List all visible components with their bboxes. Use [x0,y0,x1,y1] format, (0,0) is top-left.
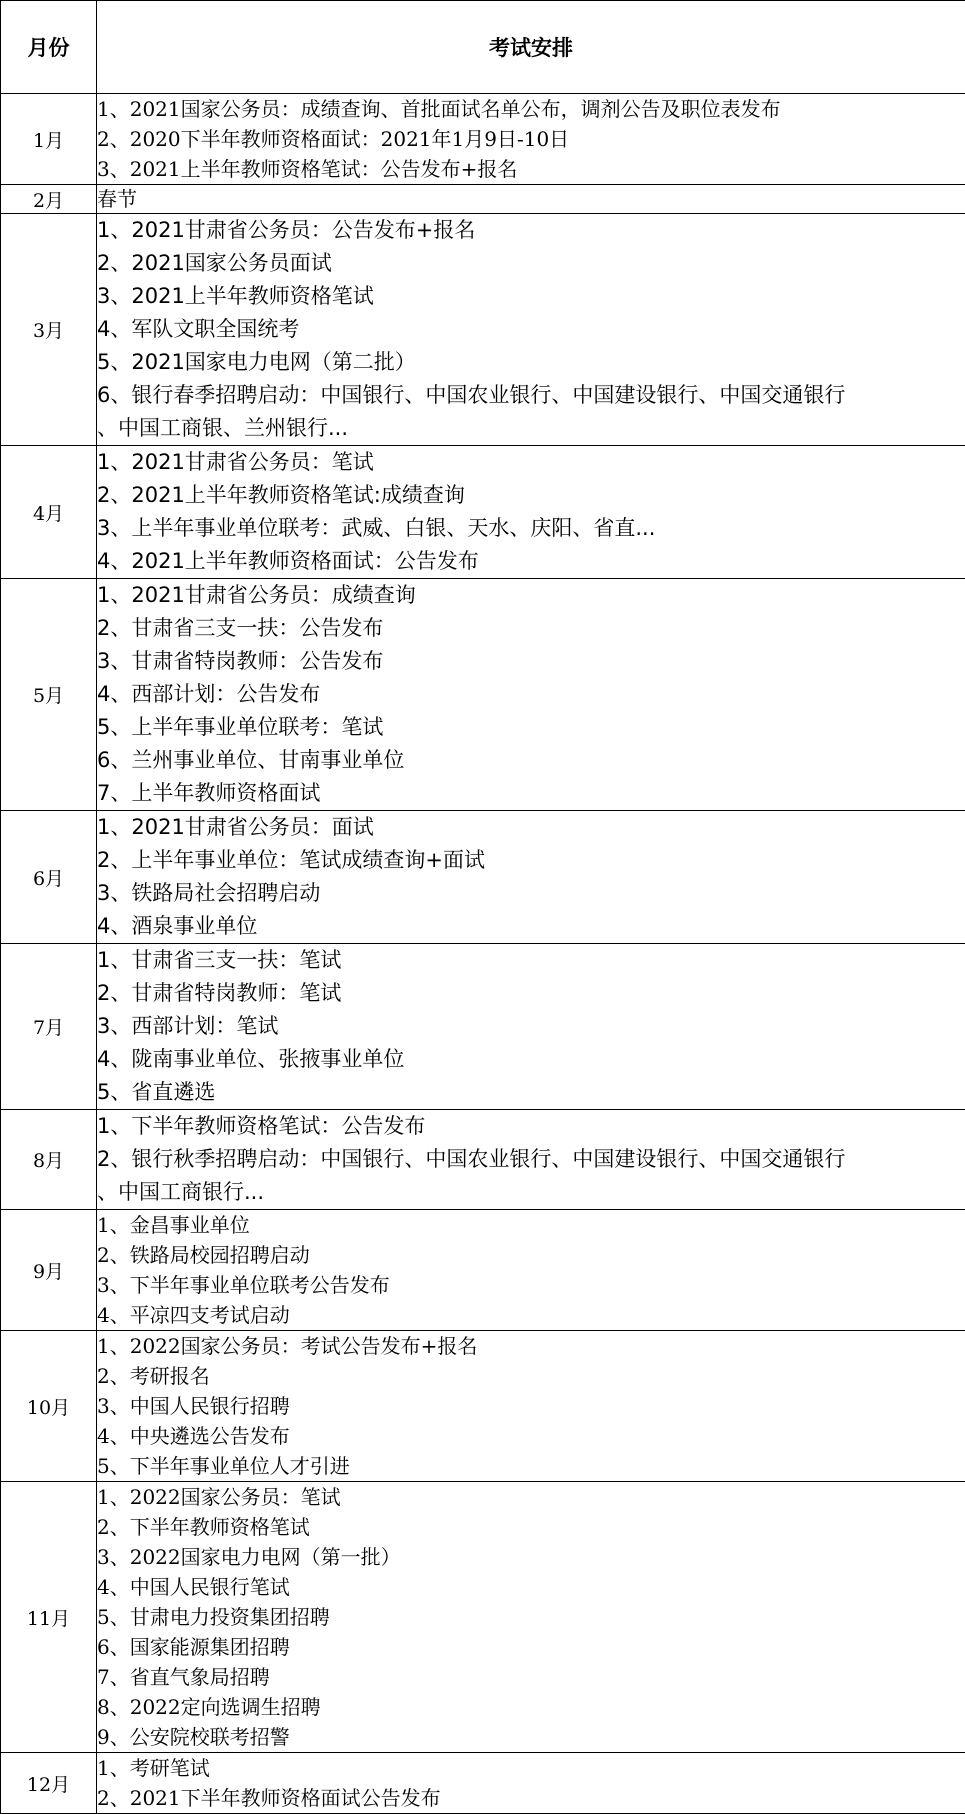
schedule-item: 3、铁路局社会招聘启动 [97,877,965,910]
schedule-item: 2、铁路局校园招聘启动 [97,1240,965,1270]
schedule-item: 3、2021上半年教师资格笔试 [97,280,965,313]
schedule-item: 3、中国人民银行招聘 [97,1391,965,1421]
schedule-item: 7、上半年教师资格面试 [97,777,965,810]
table-row [1,811,965,944]
schedule-item: 1、金昌事业单位 [97,1210,965,1240]
schedule-item: 2、2021上半年教师资格笔试:成绩查询 [97,479,965,512]
schedule-item: 、中国工商银、兰州银行... [97,412,965,445]
schedule-item: 2、2021下半年教师资格面试公告发布 [97,1783,965,1813]
schedule-item: 5、甘肃电力投资集团招聘 [97,1602,965,1632]
schedule-item: 2、银行秋季招聘启动：中国银行、中国农业银行、中国建设银行、中国交通银行 [97,1143,965,1176]
schedule-item: 2、考研报名 [97,1361,965,1391]
schedule-item: 2、下半年教师资格笔试 [97,1512,965,1542]
schedule-item: 5、省直遴选 [97,1076,965,1109]
schedule-item: 6、国家能源集团招聘 [97,1632,965,1662]
schedule-cell [97,1753,965,1814]
schedule-item: 9、公安院校联考招警 [97,1722,965,1752]
schedule-item: 4、酒泉事业单位 [97,910,965,943]
schedule-item: 1、2021甘肃省公务员：公告发布+报名 [97,214,965,247]
schedule-item: 5、上半年事业单位联考：笔试 [97,711,965,744]
schedule-item: 1、2021甘肃省公务员：成绩查询 [97,579,965,612]
schedule-item: 7、省直气象局招聘 [97,1662,965,1692]
schedule-item: 1、2021甘肃省公务员：面试 [97,811,965,844]
schedule-cell [97,446,965,579]
schedule-cell [97,579,965,811]
schedule-item: 1、2022国家公务员：笔试 [97,1482,965,1512]
schedule-column-header: 考试安排 [97,1,965,94]
schedule-item: 4、中央遴选公告发布 [97,1421,965,1451]
schedule-item: 5、下半年事业单位人才引进 [97,1451,965,1481]
table-row [1,1210,965,1331]
schedule-item: 2、2021国家公务员面试 [97,247,965,280]
schedule-item: 3、上半年事业单位联考：武威、白银、天水、庆阳、省直... [97,512,965,545]
schedule-item: 3、西部计划：笔试 [97,1010,965,1043]
schedule-item: 5、2021国家电力电网（第二批） [97,346,965,379]
schedule-item: 4、西部计划：公告发布 [97,678,965,711]
schedule-item: 2、甘肃省三支一扶：公告发布 [97,612,965,645]
schedule-item: 4、中国人民银行笔试 [97,1572,965,1602]
schedule-item: 6、兰州事业单位、甘南事业单位 [97,744,965,777]
schedule-item: 4、陇南事业单位、张掖事业单位 [97,1043,965,1076]
schedule-item: 8、2022定向选调生招聘 [97,1692,965,1722]
month-cell: 3月 [1,214,97,446]
schedule-item: 1、考研笔试 [97,1753,965,1783]
table-row [1,1753,965,1814]
schedule-cell [97,1331,965,1482]
table-row [1,446,965,579]
schedule-item: 4、军队文职全国统考 [97,313,965,346]
month-cell: 7月 [1,944,97,1110]
schedule-item: 6、银行春季招聘启动：中国银行、中国农业银行、中国建设银行、中国交通银行 [97,379,965,412]
month-cell: 1月 [1,94,97,185]
table-row [1,1482,965,1753]
table-row [1,944,965,1110]
schedule-item: 1、下半年教师资格笔试：公告发布 [97,1110,965,1143]
table-row [1,185,965,214]
header-row [1,1,965,94]
schedule-item: 2、甘肃省特岗教师：笔试 [97,977,965,1010]
schedule-cell [97,1110,965,1210]
table-row [1,1331,965,1482]
month-cell: 11月 [1,1482,97,1753]
table-row [1,214,965,446]
month-cell: 4月 [1,446,97,579]
table-row [1,579,965,811]
schedule-item: 1、甘肃省三支一扶：笔试 [97,944,965,977]
schedule-item: 、中国工商银行... [97,1176,965,1209]
schedule-item: 1、2021甘肃省公务员：笔试 [97,446,965,479]
table-row [1,94,965,185]
month-cell: 10月 [1,1331,97,1482]
month-cell: 5月 [1,579,97,811]
schedule-item: 3、2022国家电力电网（第一批） [97,1542,965,1572]
schedule-cell [97,214,965,446]
schedule-cell [97,94,965,185]
schedule-cell [97,185,965,214]
schedule-item: 1、2021国家公务员：成绩查询、首批面试名单公布，调剂公告及职位表发布 [97,94,965,124]
month-cell: 8月 [1,1110,97,1210]
schedule-item: 3、2021上半年教师资格笔试：公告发布+报名 [97,154,965,184]
month-cell: 6月 [1,811,97,944]
schedule-item: 1、2022国家公务员：考试公告发布+报名 [97,1331,965,1361]
schedule-cell [97,944,965,1110]
schedule-item: 3、下半年事业单位联考公告发布 [97,1270,965,1300]
schedule-item: 4、平凉四支考试启动 [97,1300,965,1330]
month-column-header: 月份 [1,1,97,94]
month-cell: 2月 [1,185,97,214]
schedule-item: 4、2021上半年教师资格面试：公告发布 [97,545,965,578]
schedule-item: 春节 [97,186,965,212]
month-cell: 12月 [1,1753,97,1814]
schedule-cell [97,1210,965,1331]
schedule-cell [97,811,965,944]
schedule-cell [97,1482,965,1753]
month-cell: 9月 [1,1210,97,1331]
schedule-item: 3、甘肃省特岗教师：公告发布 [97,645,965,678]
schedule-item: 2、上半年事业单位：笔试成绩查询+面试 [97,844,965,877]
schedule-item: 2、2020下半年教师资格面试：2021年1月9日-10日 [97,124,965,154]
table-row [1,1110,965,1210]
